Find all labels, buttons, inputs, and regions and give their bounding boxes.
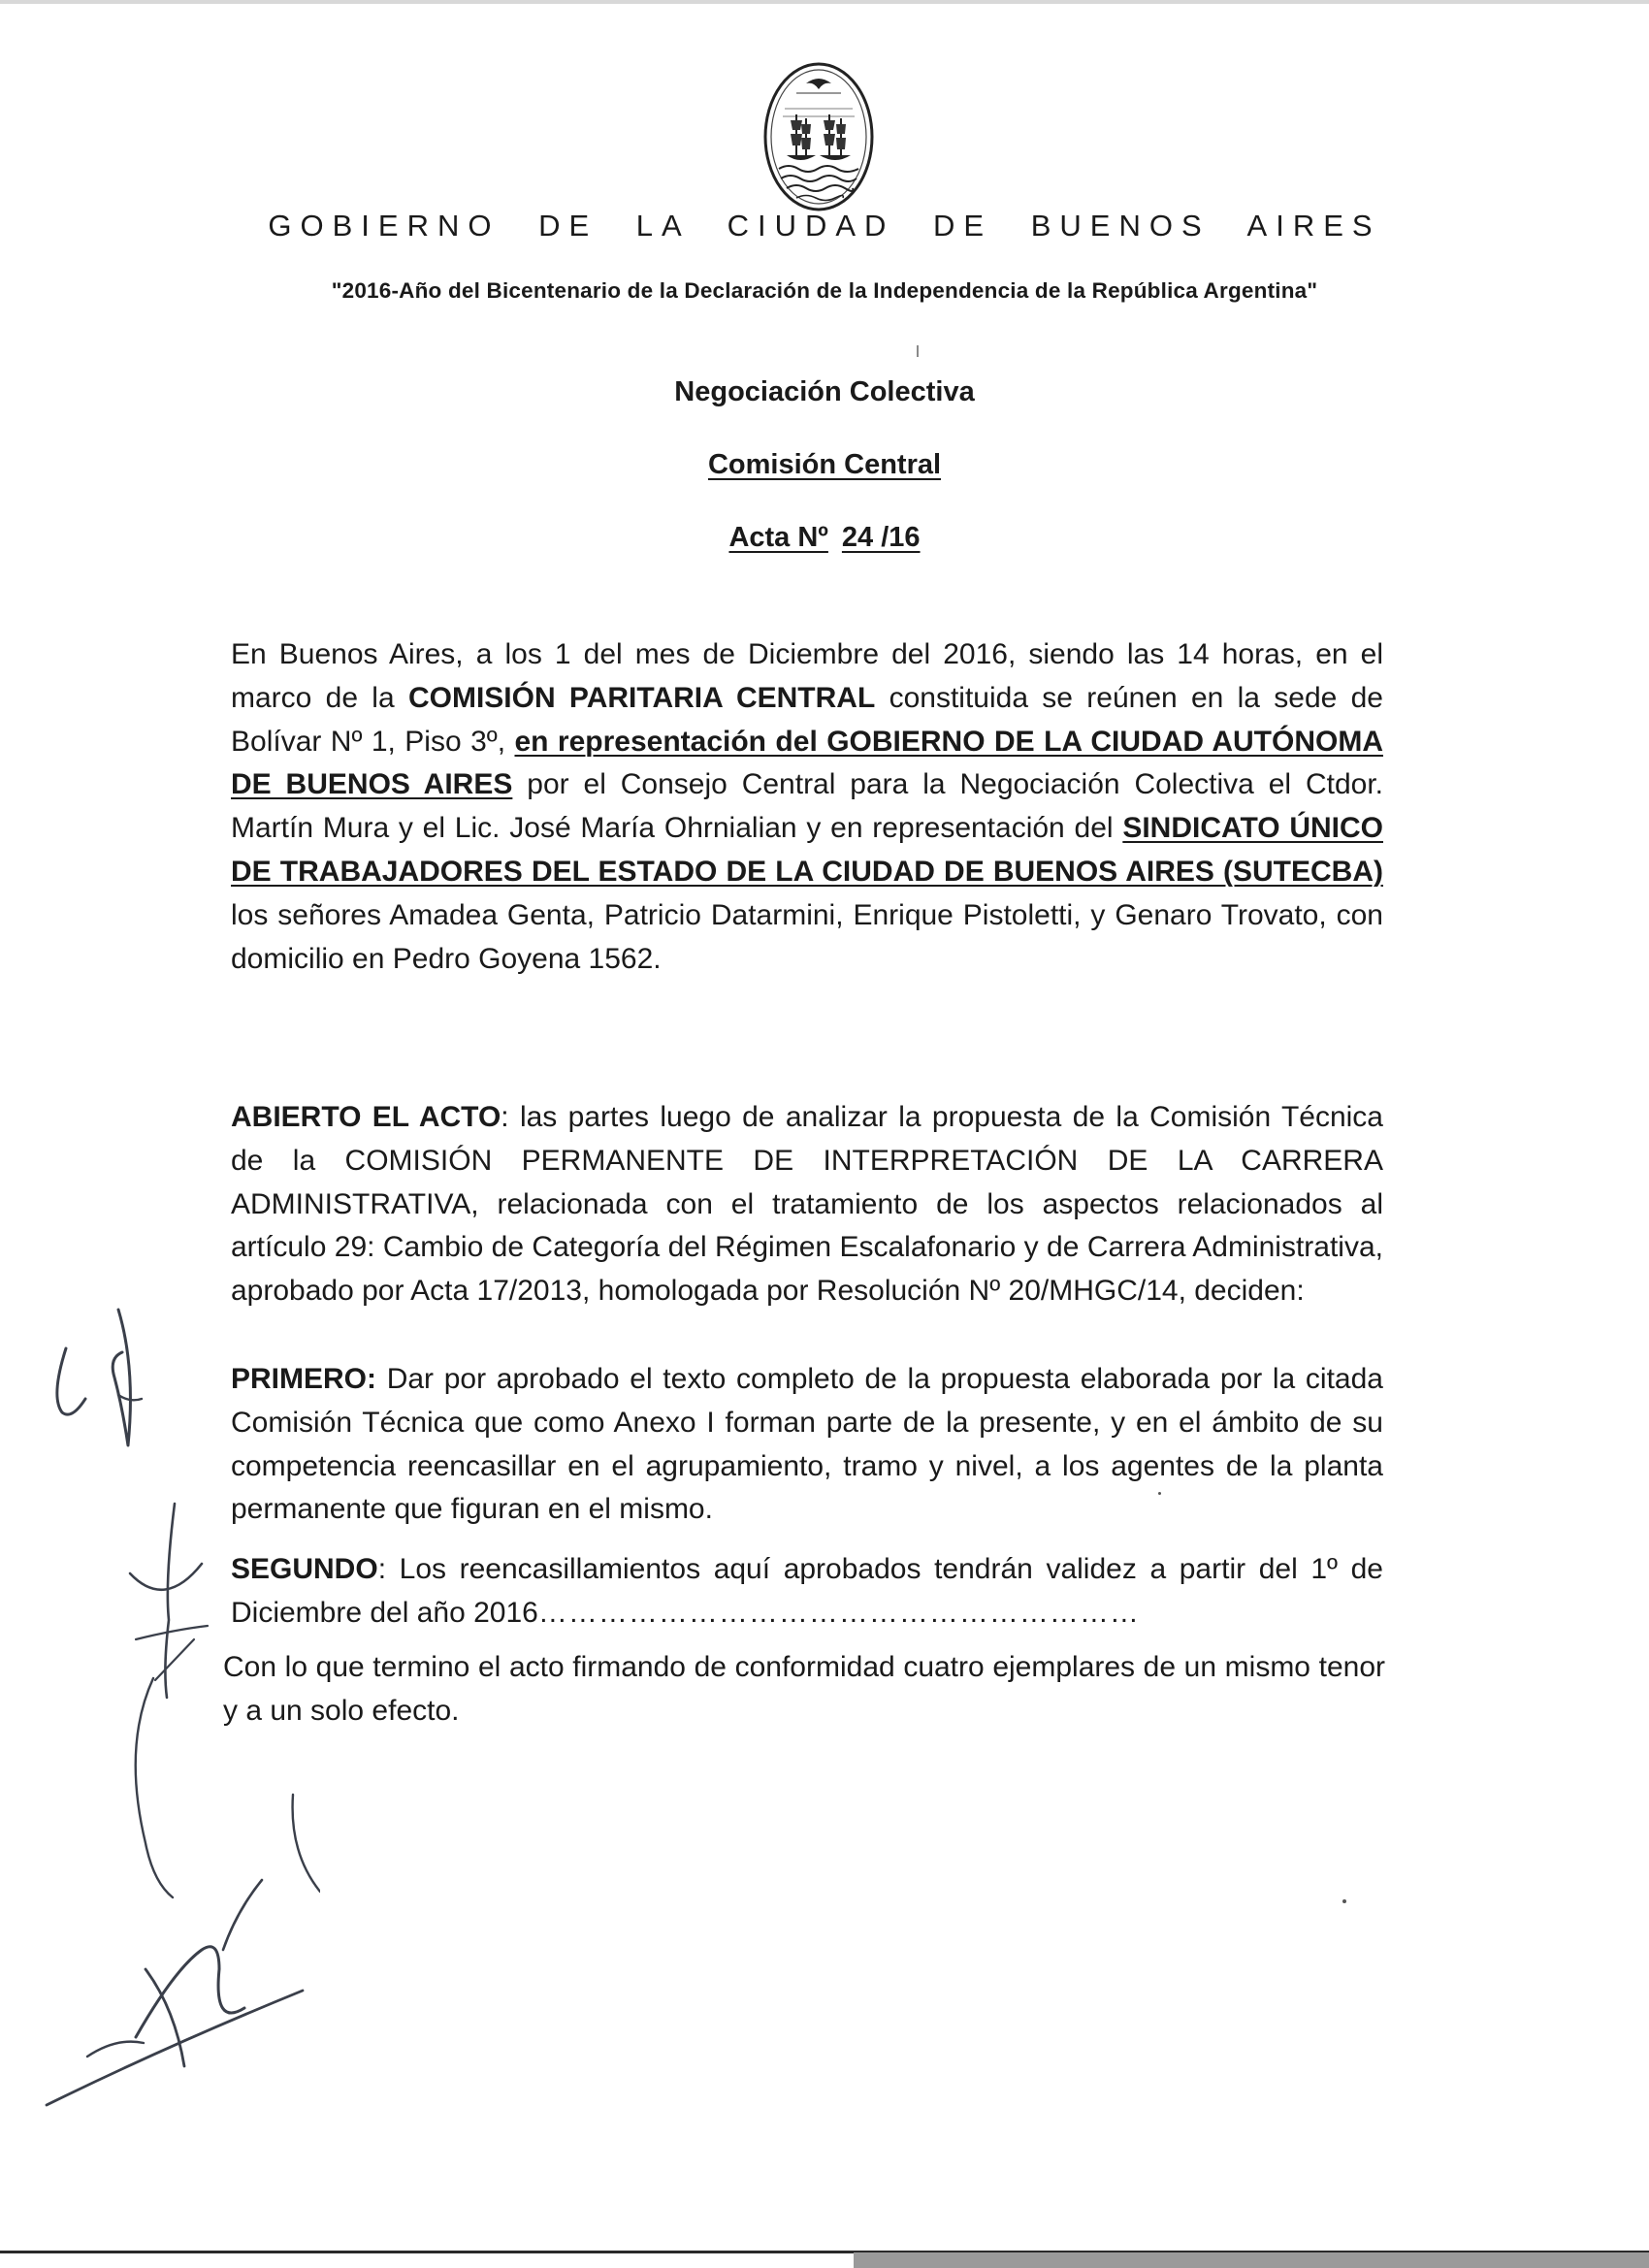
primero-label: PRIMERO: xyxy=(231,1363,376,1395)
intro-text-2: constituida se reúnen en la sede de Bolívar Nº 1, Piso 3º, xyxy=(231,681,1383,758)
heading-commission xyxy=(0,449,1649,481)
intro-commission-name: COMISIÓN PARITARIA CENTRAL xyxy=(407,681,876,714)
primero-paragraph xyxy=(231,1358,1383,1532)
scan-speck xyxy=(1342,1899,1346,1903)
intro-union-name: SINDICATO ÚNICO DE TRABAJADORES DEL ESTADO DE LA CIUDAD DE BUENOS AIRES (SUTECBA) xyxy=(231,812,1383,888)
segundo-leader-dots: …………………………………………………… xyxy=(537,1596,1140,1629)
heading-commission-label: Comisión Central xyxy=(707,449,942,480)
intro-paragraph xyxy=(231,633,1383,981)
closing-paragraph: Con lo que termino el acto firmando de conformidad cuatro ejemplares de un mismo tenor y a un solo efecto. xyxy=(223,1651,1385,1727)
acta-label: Acta Nº xyxy=(728,522,828,553)
scan-speck xyxy=(1158,1492,1161,1495)
government-title: GOBIERNO DE LA CIUDAD DE BUENOS AIRES xyxy=(268,209,1381,243)
heading-negotiation: Negociación Colectiva xyxy=(674,376,975,407)
segundo-text: : Los reencasillamientos aquí aprobados tendrán validez a partir del 1º de Diciembre del año 2016 xyxy=(231,1553,1383,1629)
scan-edge-bottom xyxy=(854,2252,1649,2268)
abierto-label: ABIERTO EL ACTO xyxy=(231,1101,501,1133)
handwritten-signatures xyxy=(29,1290,320,2124)
segundo-label: SEGUNDO xyxy=(231,1553,378,1585)
intro-text-3: por el Consejo Central para la Negociación Colectiva el Ctdor. Martín Mura y el Lic. José María Ohrnialian y en representación del xyxy=(231,768,1384,845)
intro-text-4: los señores Amadea Genta, Patricio Datarmini, Enrique Pistoletti, y Genaro Trovato, con domicilio en Pedro Goyena 1562. xyxy=(231,898,1383,975)
city-seal-icon xyxy=(761,60,876,213)
year-motto: "2016-Año del Bicentenario de la Declaración de la Independencia de la República Argentina" xyxy=(331,278,1318,303)
acta-number: 24 /16 xyxy=(841,522,921,553)
intro-text-1: En Buenos Aires, a los 1 del mes de Diciembre del 2016, siendo las 14 horas, en el marco de la xyxy=(231,638,1383,714)
scan-edge-top xyxy=(0,0,1649,4)
primero-text: Dar por aprobado el texto completo de la propuesta elaborada por la citada Comisión Técnica que como Anexo I forman parte de la presente, y en el ámbito de su competencia reencasillar en el agrupamiento, tramo y nivel, a los agentes de la planta permanente que figuran en el mismo. xyxy=(231,1363,1383,1526)
abierto-text: : las partes luego de analizar la propuesta de la Comisión Técnica de la COMISIÓN PERMANENTE DE INTERPRETACIÓN DE LA CARRERA ADMINISTRATIVA, relacionada con el tratamiento de los aspectos relacionados al artículo 29: Cambio de Categoría del Régimen Escalafonario y de Carrera Administrativa, aprobado por Acta 17/2013, homologada por Resolución Nº 20/MHGC/14, deciden: xyxy=(231,1101,1383,1308)
heading-acta xyxy=(0,522,1649,554)
segundo-paragraph xyxy=(231,1548,1383,1636)
intro-government-representation: en representación del GOBIERNO DE LA CIUDAD AUTÓNOMA DE BUENOS AIRES xyxy=(231,725,1383,801)
scan-mark xyxy=(917,345,919,357)
abierto-paragraph xyxy=(231,1096,1383,1313)
